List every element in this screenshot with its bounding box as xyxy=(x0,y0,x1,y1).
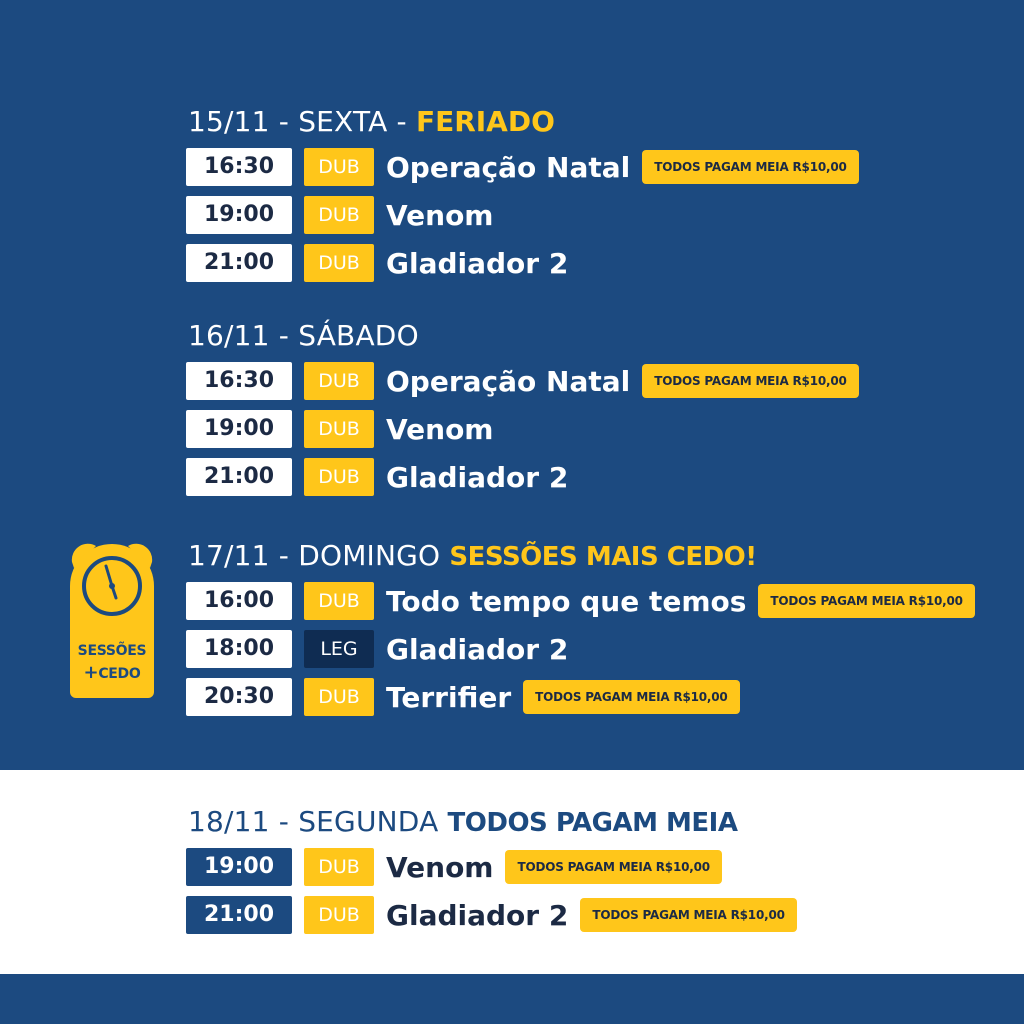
movie-title: Gladiador 2 xyxy=(386,460,569,494)
session-row xyxy=(188,362,1008,400)
day-sunday xyxy=(188,538,1008,716)
session-format: DUB xyxy=(304,410,374,448)
session-format: DUB xyxy=(304,848,374,886)
session-format: DUB xyxy=(304,896,374,934)
price-badge: TODOS PAGAM MEIA R$10,00 xyxy=(758,584,974,618)
movie-title: Terrifier xyxy=(386,680,512,714)
movie-title: Operação Natal xyxy=(386,364,631,398)
movie-title: Gladiador 2 xyxy=(386,632,569,666)
day-title xyxy=(188,804,1008,840)
session-row xyxy=(188,582,1008,620)
session-row xyxy=(188,678,1008,716)
movie-title: Gladiador 2 xyxy=(386,246,569,280)
day-date-label: 18/11 - SEGUNDA xyxy=(188,805,439,838)
session-row xyxy=(188,244,1008,282)
session-time: 16:30 xyxy=(186,148,292,186)
session-format: DUB xyxy=(304,458,374,496)
session-time: 16:00 xyxy=(186,582,292,620)
session-format: LEG xyxy=(304,630,374,668)
session-time: 21:00 xyxy=(186,244,292,282)
day-monday xyxy=(188,804,1008,934)
day-title xyxy=(188,538,1008,574)
price-badge: TODOS PAGAM MEIA R$10,00 xyxy=(642,150,858,184)
session-time: 20:30 xyxy=(186,678,292,716)
movie-title: Venom xyxy=(386,412,494,446)
session-time: 19:00 xyxy=(186,196,292,234)
session-row xyxy=(188,458,1008,496)
session-format: DUB xyxy=(304,582,374,620)
price-badge: TODOS PAGAM MEIA R$10,00 xyxy=(505,850,721,884)
session-row xyxy=(188,848,1008,886)
session-time: 21:00 xyxy=(186,458,292,496)
early-sessions-line2-text: CEDO xyxy=(98,666,141,682)
session-row xyxy=(188,630,1008,668)
movie-title: Venom xyxy=(386,850,494,884)
session-time: 16:30 xyxy=(186,362,292,400)
session-format: DUB xyxy=(304,678,374,716)
session-format: DUB xyxy=(304,148,374,186)
early-sessions-badge xyxy=(68,542,156,698)
day-highlight: FERIADO xyxy=(415,105,555,138)
session-row xyxy=(188,410,1008,448)
price-badge: TODOS PAGAM MEIA R$10,00 xyxy=(523,680,739,714)
day-highlight: SESSÕES MAIS CEDO! xyxy=(449,542,757,572)
day-saturday xyxy=(188,318,1008,496)
day-title xyxy=(188,318,1008,354)
session-row xyxy=(188,896,1008,934)
day-date-label: 16/11 - SÁBADO xyxy=(188,319,419,352)
price-badge: TODOS PAGAM MEIA R$10,00 xyxy=(642,364,858,398)
session-row xyxy=(188,148,1008,186)
day-title xyxy=(188,104,1008,140)
session-row xyxy=(188,196,1008,234)
session-format: DUB xyxy=(304,196,374,234)
early-sessions-label xyxy=(68,640,156,685)
session-format: DUB xyxy=(304,244,374,282)
movie-title: Gladiador 2 xyxy=(386,898,569,932)
early-sessions-line2 xyxy=(68,662,156,685)
movie-title: Operação Natal xyxy=(386,150,631,184)
session-time: 21:00 xyxy=(186,896,292,934)
day-friday xyxy=(188,104,1008,282)
session-format: DUB xyxy=(304,362,374,400)
price-badge: TODOS PAGAM MEIA R$10,00 xyxy=(580,898,796,932)
session-time: 19:00 xyxy=(186,848,292,886)
day-date-label: 15/11 - SEXTA - xyxy=(188,105,407,138)
movie-title: Venom xyxy=(386,198,494,232)
early-sessions-line1: SESSÕES xyxy=(77,643,147,659)
movie-title: Todo tempo que temos xyxy=(386,584,747,618)
session-time: 19:00 xyxy=(186,410,292,448)
plus-icon: + xyxy=(83,662,99,683)
day-highlight: TODOS PAGAM MEIA xyxy=(447,808,738,838)
session-time: 18:00 xyxy=(186,630,292,668)
day-date-label: 17/11 - DOMINGO xyxy=(188,539,441,572)
